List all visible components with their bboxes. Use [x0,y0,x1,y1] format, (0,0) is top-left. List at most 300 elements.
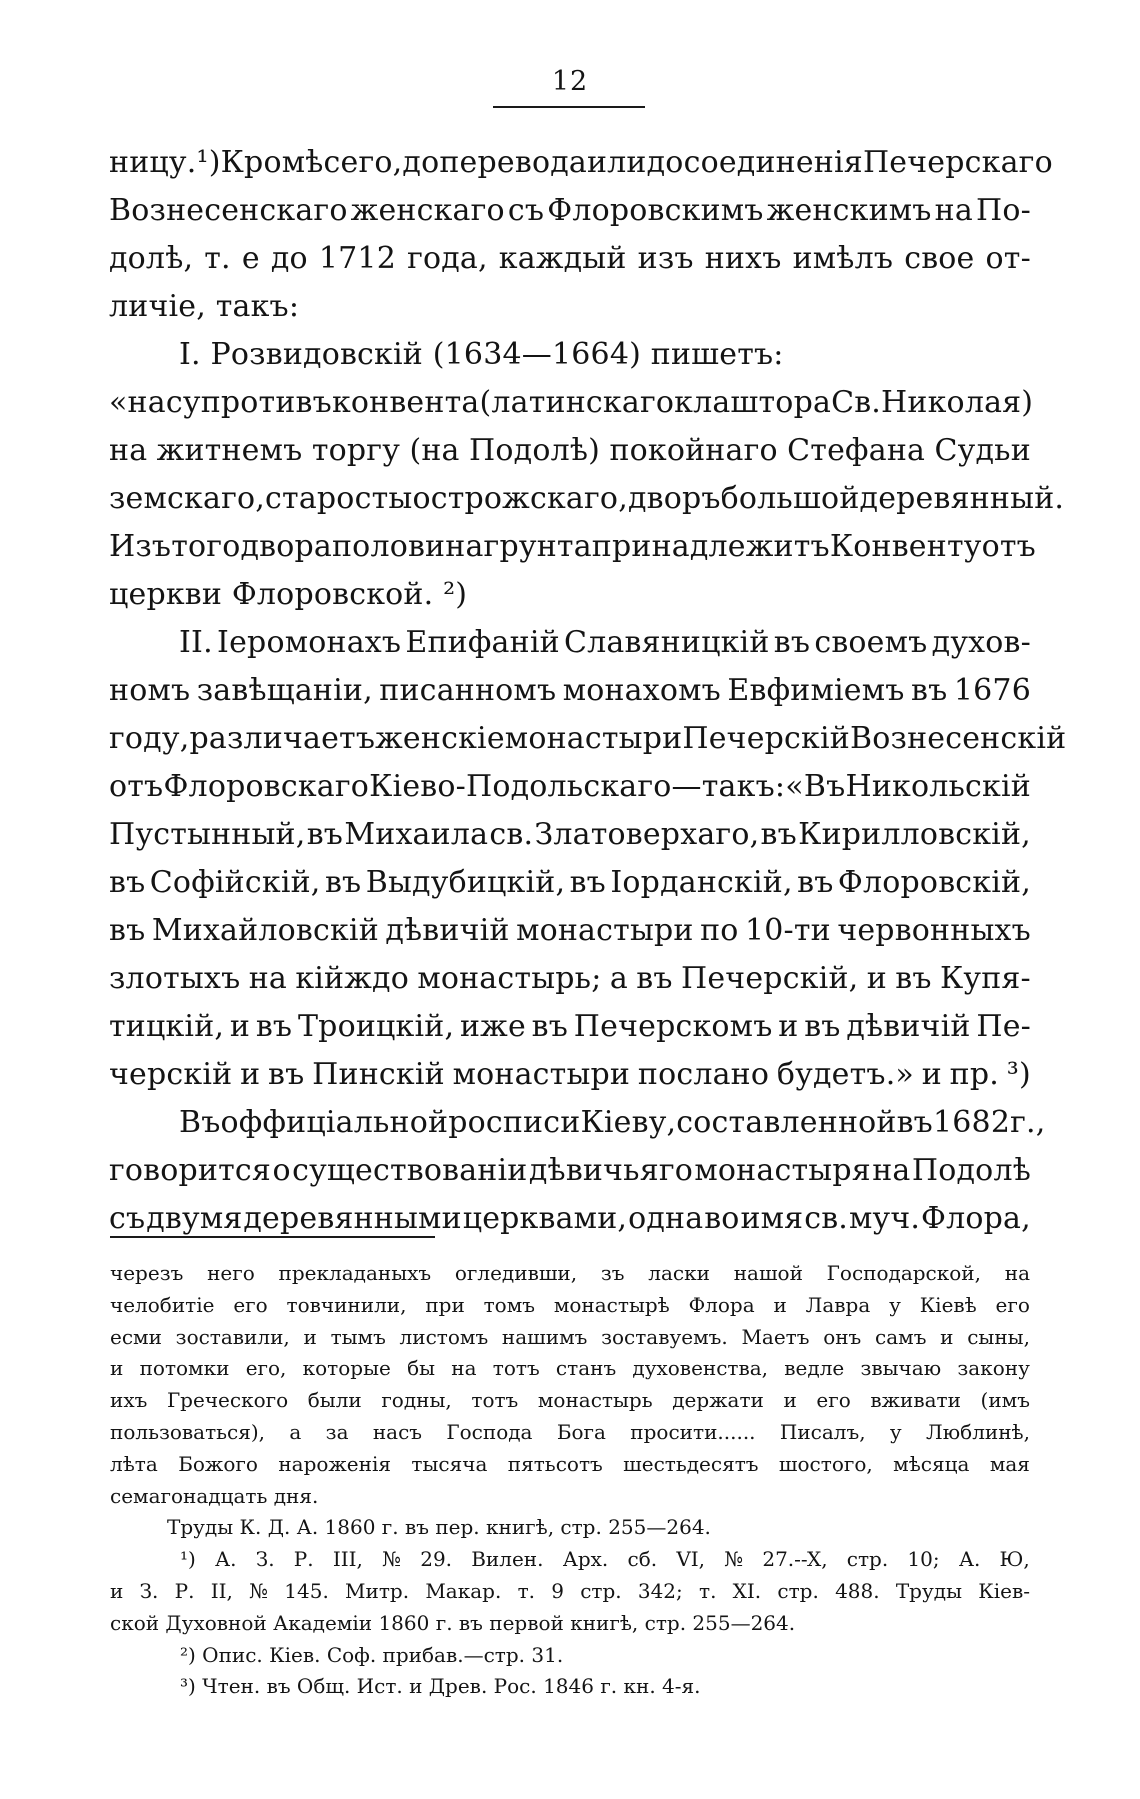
text-line [109,427,1031,475]
main-text [109,139,1067,1243]
word: пользоваться), [110,1419,266,1444]
word: и [866,961,887,996]
word: сб. [627,1547,658,1572]
word: и [778,1009,799,1044]
word: 1682 [932,1105,1011,1140]
word: въ [804,1009,841,1044]
text-line: церкви Флоровской. ²) [109,577,468,612]
word: на [872,1153,911,1188]
word: половина [331,529,484,564]
word: злотыхъ [109,961,241,996]
word: на [248,961,287,996]
word: Іеромонахъ [217,625,402,660]
word: Стефана [787,433,926,468]
word: Михаила [344,817,489,852]
word: ихъ [110,1388,148,1413]
word: зъ [600,1261,625,1285]
word: дворъ [627,481,721,516]
word: Св. [831,385,882,420]
footnote-line [110,1449,1030,1481]
word: торгу [311,433,401,468]
word: шестьдесятъ [623,1451,759,1476]
word: и [110,1578,124,1603]
word: имѣлъ [792,241,894,276]
word: XI. [732,1578,762,1603]
word: Макар. [425,1578,502,1603]
word: червонныхъ [837,913,1031,948]
word: мѣсяца [893,1451,970,1476]
word: Печерскій [682,721,850,756]
word: на [934,193,973,228]
word: въ [255,1009,293,1044]
word: до [270,241,308,276]
word: и [773,1292,787,1317]
word: Митр. [345,1578,410,1603]
word: Николая) [881,385,1034,420]
word: Р. [174,1578,195,1603]
footnote-line [110,1385,1030,1417]
word: бы [407,1356,436,1381]
footnote-2: ²) Опис. Кіев. Соф. прибав.—стр. 31. [180,1642,564,1667]
word: Славяницкій [564,625,770,660]
word: есми [110,1324,162,1349]
word: монастыри [452,1057,631,1092]
word: нихъ [704,241,782,276]
word: двумя [146,1201,243,1236]
word: его [816,1388,851,1413]
word: просити...... [630,1419,756,1444]
text-line [109,1051,1031,1099]
text-line [109,619,1031,667]
word: до [402,145,440,180]
word: II, [210,1578,233,1603]
word: Вознесенскій [850,721,1067,756]
page-number: 12 [551,66,589,97]
word: дѣвичьяго [528,1153,693,1188]
word: Флоровскій, [837,865,1031,900]
word: и [110,1356,124,1381]
text-line [109,139,1053,187]
word: принадлежитъ [591,529,830,564]
text-line [109,955,1031,1003]
word: большой [720,481,860,516]
word: Софійскій, [149,865,321,900]
word: 29. [420,1547,453,1572]
word: Флора [688,1292,755,1317]
word: 10-ти [744,913,831,948]
text-line [109,475,1065,523]
text-line [109,1003,1031,1051]
footnote-line: семагонадцать дня. [110,1483,319,1508]
word: томъ [483,1292,535,1317]
word: острожскаго, [412,481,628,516]
word: З. [139,1578,159,1603]
word: въ [636,961,673,996]
word: монастырь [537,1388,653,1413]
word: Господа [446,1419,533,1444]
word: челобитіе [110,1292,215,1317]
word: въ [911,673,948,708]
word: 342; [637,1578,683,1603]
word: товчинили, [286,1292,407,1317]
word: составленной [676,1105,897,1140]
text-line [109,1147,1031,1195]
word: земскаго, [109,481,266,516]
word: Златоверхаго, [534,817,760,852]
word: годны, [381,1388,452,1413]
word: о [272,1153,291,1188]
footnote-rule [110,1236,435,1238]
word: того [171,529,241,564]
footnote-line [110,1258,1030,1290]
word: ¹) [180,1547,196,1572]
page-number-rule [493,106,645,108]
word: году, [109,721,190,756]
word: 1712 [318,241,397,276]
text-line [109,235,1031,283]
word: отъ [109,769,164,804]
word: станъ [555,1356,617,1381]
word: года, [407,241,488,276]
footnote-1 [110,1544,1030,1576]
word: или [586,145,647,180]
word: черезъ [110,1261,184,1285]
word: 488. [835,1578,880,1603]
word: ³) [1006,1057,1031,1092]
word: пятьсотъ [507,1451,603,1476]
word: въ [109,865,146,900]
word: Іорданскій, [610,865,793,900]
word: Маетъ [741,1324,810,1349]
word: шостого, [778,1451,873,1476]
word: ласки [648,1261,710,1285]
footnote-line [110,1353,1030,1385]
word: супротивъ [165,385,332,420]
text-line [109,523,1036,571]
word: послано [637,1057,770,1092]
word: Печерскомъ [573,1009,773,1044]
word: на [1004,1261,1030,1285]
word: Кіеву, [580,1105,677,1140]
word: грунта [483,529,592,564]
text-line [109,859,1031,907]
word: деревянный. [859,481,1065,516]
word: 10; [907,1547,940,1572]
word: были [307,1388,362,1413]
word: Вознесенскаго [109,193,348,228]
word: нароженія [278,1451,391,1476]
word: лѣта [110,1451,158,1476]
word: завѣщаніи, [196,673,373,708]
word: А. [215,1547,237,1572]
word: у [889,1419,902,1444]
word: потомки [139,1356,230,1381]
word: дѣвичій [846,1009,971,1044]
word: стр. [580,1578,622,1603]
word: и [783,1388,797,1413]
word: во [704,1201,740,1236]
word: VI, [676,1547,706,1572]
word: муч. [848,1201,921,1236]
word: Кромѣ [220,145,324,180]
word: самъ [875,1324,927,1349]
word: Печерскій, [680,961,859,996]
text-line [109,763,1031,811]
word: женскаго [350,193,505,228]
word: и [940,1324,954,1349]
word: насъ [372,1419,423,1444]
word: одна [628,1201,704,1236]
word: закону [957,1356,1030,1381]
word: 145. [284,1578,329,1603]
word: Никольскій [845,769,1031,804]
word: ницу. [109,145,197,180]
word: различаетъ [189,721,376,756]
word: № [249,1578,269,1603]
word: при [425,1292,465,1317]
word: Подолѣ [911,1153,1031,1188]
word: иже [459,1009,526,1044]
word: каждый [498,241,627,276]
word: дѣвичій [385,913,510,948]
word: духов- [931,625,1031,660]
word: Купя- [939,961,1031,996]
word: стр. [846,1547,889,1572]
word: III, [332,1547,363,1572]
word: мая [989,1451,1030,1476]
word: св. [489,817,534,852]
word: тымъ [330,1324,386,1349]
word: монастырѣ [553,1292,670,1317]
word: конвента [331,385,480,420]
word: Бога [556,1419,606,1444]
word: говорится [109,1153,272,1188]
word: Лавра [805,1292,871,1317]
word: номъ [109,673,191,708]
footnotes [110,1258,1030,1703]
word: прекладаныхъ [278,1261,432,1285]
word: Судьи [934,433,1031,468]
word: въ [531,1009,569,1044]
word: Ю, [999,1547,1030,1572]
word: тысяча [411,1451,488,1476]
word: зоставуемъ. [601,1324,728,1349]
word: Пустынный, [109,817,306,852]
word: Греческого [166,1388,289,1413]
word: деревянными [243,1201,462,1236]
word: пр. [949,1057,1000,1092]
word: монастыря [694,1153,871,1188]
text-line [109,379,1034,427]
text-line: личіе, такъ: [109,289,300,324]
word: у [889,1292,901,1317]
word: Михайловскій [151,913,379,948]
word: Люблинѣ, [926,1419,1030,1444]
word: долѣ, [109,241,194,276]
word: Выдубицкій, [365,865,566,900]
word: листомъ [399,1324,489,1349]
text-line [109,667,1031,715]
word: Вилен. [471,1547,544,1572]
word: Пе- [976,1009,1031,1044]
word: Флоровскимъ [547,193,764,228]
word: т. [204,241,231,276]
word: и [921,1057,942,1092]
word: вживати [870,1388,961,1413]
word: Епифаній [405,625,560,660]
word: зоставили, [175,1324,290,1349]
word: въ [895,961,932,996]
word: Кіевѣ [919,1292,977,1317]
word: А. [958,1547,981,1572]
footnote-3: ³) Чтен. въ Общ. Ист. и Древ. Рос. 1846 г. кн. 4-я. [180,1674,701,1699]
word: и [240,1057,261,1092]
word: въ [569,865,606,900]
word: тицкій, [109,1009,225,1044]
footnote-line [110,1417,1030,1449]
word: «на [109,385,166,420]
word: его [995,1292,1030,1317]
word: перевода [439,145,587,180]
text-line [109,187,1031,235]
word: Подолѣ) [469,433,601,468]
word: нашимъ [501,1324,588,1349]
word: его, [245,1356,287,1381]
word: сыны, [967,1324,1030,1349]
word: монастырь; [417,961,602,996]
word: въ [324,865,362,900]
word: Флоровскаго [163,769,370,804]
word: писанномъ [379,673,557,708]
word: ведле [784,1356,845,1381]
text-line [109,811,1031,859]
word: и [229,1009,251,1044]
word: духовенства, [632,1356,769,1381]
word: въ [896,1105,933,1140]
word: съ [109,1201,146,1236]
word: Писалъ, [779,1419,866,1444]
word: З. [255,1547,275,1572]
word: Труды [895,1578,962,1603]
word: Р. [293,1547,314,1572]
footnote-source: Труды К. Д. А. 1860 г. въ пер. книгѣ, стр. 255—264. [167,1515,711,1540]
word: 9 [551,1578,564,1603]
word: г., [1010,1105,1046,1140]
footnote-line [110,1290,1030,1322]
word: По- [976,193,1031,228]
word: «Въ [785,769,846,804]
word: Евфиміемъ [727,673,905,708]
word: Господарской, [826,1261,981,1285]
word: на [451,1356,477,1381]
word: въ [268,1057,305,1092]
word: въ [797,865,834,900]
word: него [207,1261,255,1285]
word: монахомъ [562,673,721,708]
word: покойнаго [609,433,778,468]
text-line [109,907,1031,955]
word: старосты [265,481,413,516]
word: а [289,1419,302,1444]
word: Троицкій, [297,1009,455,1044]
word: Пинскій [312,1057,445,1092]
text-line [109,715,1067,763]
word: существованіи [292,1153,528,1188]
word: Кіево-Подольскаго—такъ: [369,769,786,804]
word: оффиціальной [220,1105,449,1140]
word: (имъ [980,1388,1030,1413]
word: Арх. [562,1547,609,1572]
word: т. [517,1578,535,1603]
word: нашой [733,1261,803,1285]
word: стр. [777,1578,819,1603]
word: отъ [981,529,1036,564]
word: (латинскаго [479,385,675,420]
word: черскій [109,1057,233,1092]
word: въ [109,913,146,948]
word: женскимъ [766,193,932,228]
word: Божого [178,1451,258,1476]
section-heading: I. Розвидовскій (1634—1664) пишетъ: [179,337,784,372]
word: тотъ [471,1388,519,1413]
word: т. [699,1578,717,1603]
text-line [109,1099,1046,1147]
word: своемъ [814,625,928,660]
word: въ [773,625,811,660]
word: № [382,1547,402,1572]
word: № [724,1547,744,1572]
word: Кирилловскій, [798,817,1031,852]
word: имя [740,1201,804,1236]
word: II. [179,625,213,660]
word: ¹) [196,145,221,180]
word: женскіе [375,721,505,756]
word: (на [409,433,460,468]
word: 1676 [953,673,1031,708]
word: св. [804,1201,849,1236]
word: его [233,1292,268,1317]
footnote-line [110,1576,1030,1608]
word: Флора, [921,1201,1031,1236]
word: держати [672,1388,764,1413]
word: Въ [179,1105,221,1140]
word: житнемъ [156,433,303,468]
word: тотъ [492,1356,540,1381]
word: соединенія [683,145,863,180]
word: клаштора [674,385,832,420]
word: на [109,433,148,468]
word: въ [306,817,344,852]
word: звычаю [860,1356,942,1381]
word: е [241,241,260,276]
word: 27.--X, [762,1547,828,1572]
word: Изъ [109,529,172,564]
word: и [303,1324,317,1349]
word: свое [904,241,975,276]
word: Кіев- [978,1578,1030,1603]
word: от- [985,241,1031,276]
word: росписи [448,1105,581,1140]
word: церквами, [462,1201,628,1236]
word: онъ [823,1324,862,1349]
word: по [700,913,739,948]
word: въ [760,817,797,852]
word: сего, [323,145,403,180]
word: монастыри [504,721,683,756]
word: а [609,961,628,996]
word: съ [507,193,545,228]
word: кійждо [295,961,409,996]
